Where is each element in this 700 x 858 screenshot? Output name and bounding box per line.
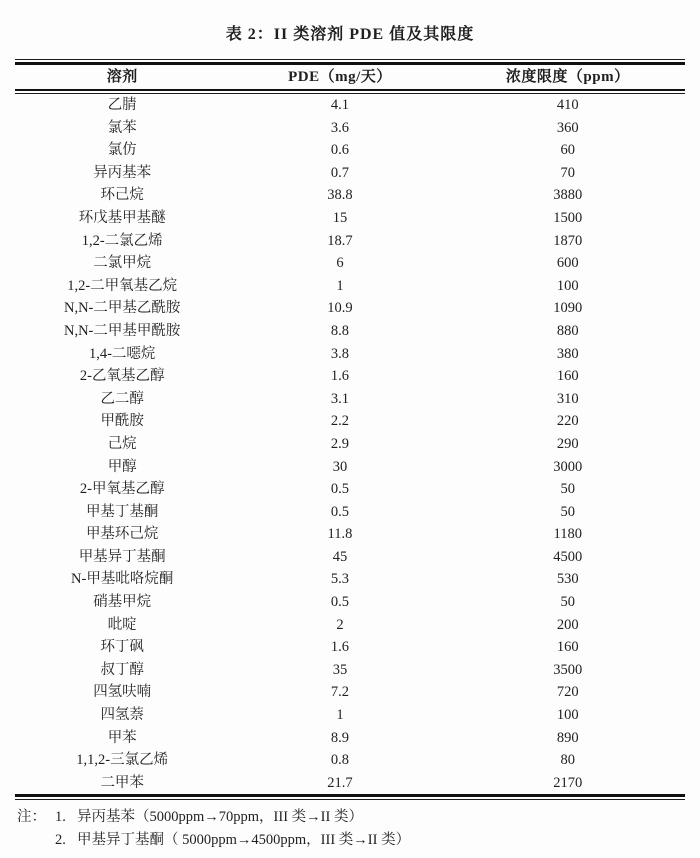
footnote-line-1 bbox=[17, 806, 685, 829]
table-row bbox=[15, 659, 685, 682]
table-row bbox=[15, 320, 685, 343]
solvent-name-cell: 甲苯 bbox=[107, 729, 137, 746]
table-row bbox=[15, 433, 685, 456]
footnote-number: 1. bbox=[55, 809, 66, 826]
pde-value-cell: 2.2 bbox=[330, 413, 349, 430]
table-row bbox=[15, 275, 685, 298]
table-row bbox=[15, 297, 685, 320]
table-row bbox=[15, 614, 685, 637]
table-row bbox=[15, 139, 685, 162]
table-row bbox=[15, 94, 685, 117]
limit-value-cell: 2170 bbox=[553, 774, 583, 791]
table-row bbox=[15, 681, 685, 704]
pde-value-cell: 30 bbox=[332, 458, 348, 475]
limit-value-cell: 50 bbox=[560, 594, 575, 611]
table-row bbox=[15, 636, 685, 659]
limit-value-cell: 3880 bbox=[553, 187, 583, 204]
solvent-name-cell: 硝基甲烷 bbox=[93, 594, 152, 611]
solvent-name-cell: 环丁砜 bbox=[100, 639, 144, 656]
table-row bbox=[15, 343, 685, 366]
solvent-name-cell: 甲基环己烷 bbox=[85, 526, 159, 543]
solvent-name-cell: 叔丁醇 bbox=[100, 661, 144, 678]
pde-value-cell: 0.5 bbox=[330, 503, 349, 520]
pde-value-cell: 1.6 bbox=[330, 368, 349, 385]
limit-value-cell: 720 bbox=[556, 684, 579, 701]
table-row bbox=[15, 478, 685, 501]
solvent-name-cell: 2-乙氧基乙醇 bbox=[79, 368, 165, 385]
table-row bbox=[15, 546, 685, 569]
footnote-label: 注： bbox=[17, 809, 46, 826]
limit-value-cell: 80 bbox=[560, 752, 575, 769]
limit-value-cell: 3000 bbox=[553, 458, 583, 475]
limit-value-cell: 880 bbox=[556, 322, 579, 339]
solvent-name-cell: 环戊基甲基醚 bbox=[78, 209, 166, 226]
solvent-name-cell: 1,1,2-三氯乙烯 bbox=[76, 752, 169, 769]
limit-value-cell: 1870 bbox=[553, 232, 583, 249]
table-row bbox=[15, 252, 685, 275]
limit-value-cell: 290 bbox=[556, 435, 579, 452]
header-row bbox=[15, 65, 685, 89]
table-row bbox=[15, 704, 685, 727]
table-row bbox=[15, 501, 685, 524]
solvent-name-cell: 1,2-二氯乙烯 bbox=[81, 232, 163, 249]
pde-value-cell: 3.1 bbox=[330, 390, 349, 407]
footnote-text: 甲基异丁基酮（ 5000ppm→4500ppm，III 类→II 类） bbox=[77, 832, 411, 849]
solvent-name-cell: 1,2-二甲氧基乙烷 bbox=[67, 277, 178, 294]
table-row bbox=[15, 591, 685, 614]
limit-value-cell: 1500 bbox=[553, 209, 583, 226]
pde-value-cell: 15 bbox=[332, 209, 348, 226]
pde-value-cell: 21.7 bbox=[327, 774, 353, 791]
table-row bbox=[15, 523, 685, 546]
pde-value-cell: 3.8 bbox=[330, 345, 349, 362]
pde-value-cell: 18.7 bbox=[327, 232, 353, 249]
pde-value-cell: 2 bbox=[336, 616, 344, 633]
pde-value-cell: 4.1 bbox=[330, 97, 349, 113]
pde-value-cell: 1 bbox=[336, 277, 344, 294]
footnote-number: 2. bbox=[55, 832, 66, 849]
footnotes bbox=[17, 806, 685, 852]
pde-value-cell: 0.6 bbox=[330, 142, 349, 159]
limit-value-cell: 100 bbox=[556, 277, 579, 294]
limit-value-cell: 310 bbox=[556, 390, 579, 407]
solvent-name-cell: 二氯甲烷 bbox=[93, 255, 152, 272]
limit-value-cell: 410 bbox=[556, 97, 579, 113]
solvent-name-cell: 氯仿 bbox=[107, 142, 137, 159]
pde-value-cell: 0.5 bbox=[330, 594, 349, 611]
body-table bbox=[15, 94, 685, 794]
table-row bbox=[15, 727, 685, 750]
table-row bbox=[15, 207, 685, 230]
pde-value-cell: 1 bbox=[336, 707, 344, 724]
solvent-name-cell: 四氢萘 bbox=[100, 707, 144, 724]
solvent-name-cell: 四氢呋喃 bbox=[93, 684, 152, 701]
pde-value-cell: 11.8 bbox=[327, 526, 353, 543]
table-row bbox=[15, 162, 685, 185]
solvent-name-cell: N,N-二甲基乙酰胺 bbox=[63, 300, 181, 317]
pde-value-cell: 8.9 bbox=[330, 729, 349, 746]
solvent-name-cell: 吡啶 bbox=[107, 616, 137, 633]
footnote-text: 异丙基苯（5000ppm→70ppm，III 类→II 类） bbox=[77, 809, 363, 826]
pde-value-cell: 6 bbox=[336, 255, 344, 272]
solvent-name-cell: N-甲基吡咯烷酮 bbox=[71, 571, 174, 588]
table-row bbox=[15, 410, 685, 433]
table-row bbox=[15, 388, 685, 411]
solvent-name-cell: 1,4-二噁烷 bbox=[88, 345, 156, 362]
limit-value-cell: 220 bbox=[556, 413, 579, 430]
limit-value-cell: 50 bbox=[560, 503, 575, 520]
table-body bbox=[15, 94, 685, 794]
table-row bbox=[15, 772, 685, 795]
limit-value-cell: 70 bbox=[560, 164, 575, 181]
pde-value-cell: 7.2 bbox=[330, 684, 349, 701]
table-row bbox=[15, 568, 685, 591]
limit-value-cell: 3500 bbox=[553, 661, 583, 678]
pde-value-cell: 0.7 bbox=[330, 164, 349, 181]
limit-value-cell: 100 bbox=[556, 707, 579, 724]
limit-value-cell: 200 bbox=[556, 616, 579, 633]
limit-value-cell: 160 bbox=[556, 368, 579, 385]
table-row bbox=[15, 184, 685, 207]
solvent-name-cell: 甲醇 bbox=[107, 458, 137, 475]
limit-value-cell: 380 bbox=[556, 345, 579, 362]
limit-value-cell: 1180 bbox=[553, 526, 582, 543]
pde-value-cell: 0.5 bbox=[330, 481, 349, 498]
solvent-name-cell: 甲基异丁基酮 bbox=[78, 548, 166, 565]
header-table bbox=[15, 65, 685, 89]
pde-value-cell: 10.9 bbox=[327, 300, 353, 317]
solvent-name-cell: 二甲苯 bbox=[100, 774, 144, 791]
solvent-name-cell: 氯苯 bbox=[107, 119, 137, 136]
footnote-label-spacer bbox=[17, 829, 55, 852]
table-row bbox=[15, 749, 685, 772]
solvent-name-cell: N,N-二甲基甲酰胺 bbox=[63, 322, 181, 339]
limit-value-cell: 600 bbox=[556, 255, 579, 272]
solvent-name-cell: 乙二醇 bbox=[100, 390, 144, 407]
solvent-name-cell: 2-甲氧基乙醇 bbox=[79, 481, 165, 498]
footnote-line-2 bbox=[17, 829, 685, 852]
pde-value-cell: 45 bbox=[332, 548, 348, 565]
limit-value-cell: 160 bbox=[556, 639, 579, 656]
pde-value-cell: 5.3 bbox=[330, 571, 349, 588]
limit-value-cell: 50 bbox=[560, 481, 575, 498]
limit-value-cell: 530 bbox=[556, 571, 579, 588]
pde-value-cell: 1.6 bbox=[330, 639, 349, 656]
limit-value-cell: 1090 bbox=[553, 300, 583, 317]
solvent-name-cell: 甲基丁基酮 bbox=[85, 503, 159, 520]
solvent-name-cell: 乙腈 bbox=[107, 97, 137, 113]
limit-value-cell: 4500 bbox=[553, 548, 583, 565]
table-row bbox=[15, 230, 685, 253]
column-header-solvent: 溶剂 bbox=[106, 69, 138, 85]
limit-value-cell: 890 bbox=[556, 729, 579, 746]
table-row bbox=[15, 365, 685, 388]
column-header-limit: 浓度限度（ppm） bbox=[505, 69, 630, 85]
table-row bbox=[15, 456, 685, 479]
limit-value-cell: 60 bbox=[560, 142, 575, 159]
solvent-table bbox=[15, 59, 685, 800]
pde-value-cell: 8.8 bbox=[330, 322, 349, 339]
pde-value-cell: 0.8 bbox=[330, 752, 349, 769]
pde-value-cell: 2.9 bbox=[330, 435, 349, 452]
table-row bbox=[15, 117, 685, 140]
column-header-pde: PDE（mg/天） bbox=[288, 69, 392, 85]
pde-value-cell: 38.8 bbox=[327, 187, 353, 204]
solvent-name-cell: 己烷 bbox=[107, 435, 137, 452]
pde-value-cell: 35 bbox=[332, 661, 348, 678]
solvent-name-cell: 甲酰胺 bbox=[100, 413, 144, 430]
table-title: 表 2：II 类溶剂 PDE 值及其限度 bbox=[225, 26, 475, 43]
solvent-name-cell: 环己烷 bbox=[100, 187, 144, 204]
solvent-name-cell: 异丙基苯 bbox=[93, 164, 152, 181]
table-bottom-rule-thin bbox=[15, 799, 685, 800]
pde-value-cell: 3.6 bbox=[330, 119, 349, 136]
limit-value-cell: 360 bbox=[556, 119, 579, 136]
